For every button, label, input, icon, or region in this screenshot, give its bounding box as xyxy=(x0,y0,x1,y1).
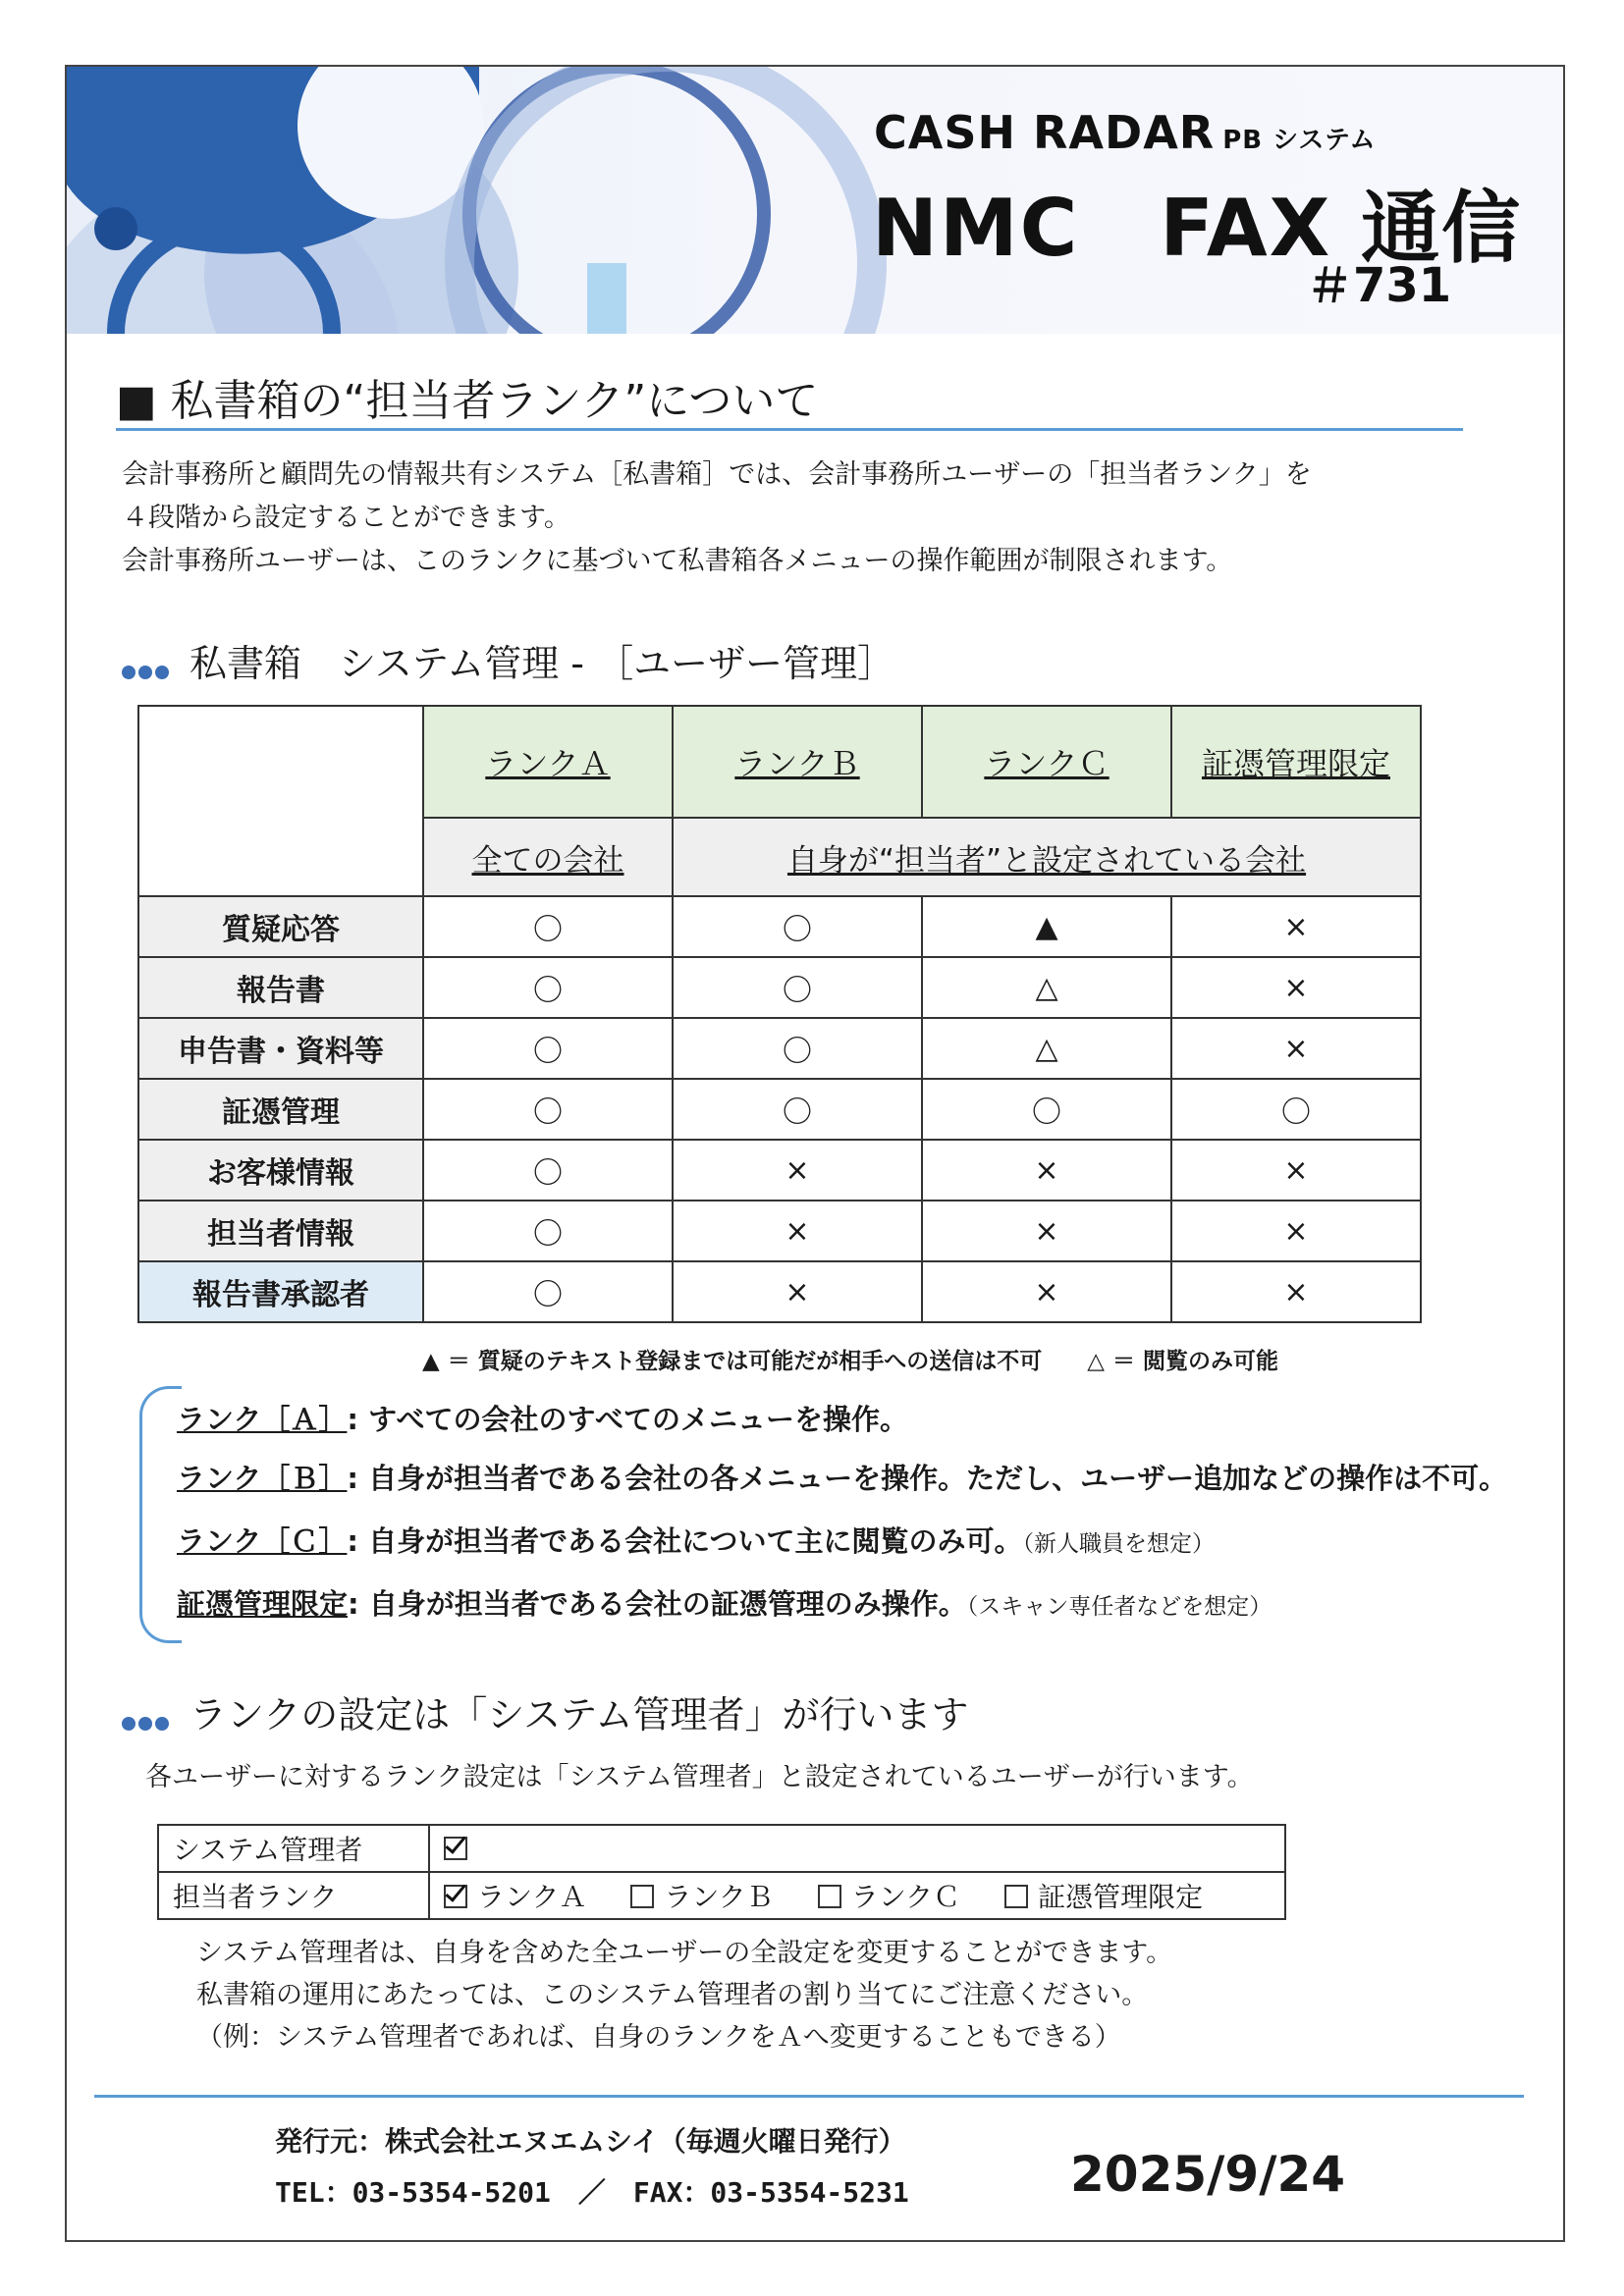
header-rank-c: ランクＣ xyxy=(922,706,1171,818)
table-cell: × xyxy=(1171,1201,1421,1261)
issue-number: ＃731 xyxy=(1306,258,1452,313)
admin-label: システム管理者 xyxy=(158,1825,429,1872)
section1-title: ■ 私書箱の“担当者ランク”について xyxy=(116,376,819,426)
settings-cell: ランクＡ ランクＢ ランクＣ 証憑管理限定 xyxy=(429,1872,1285,1919)
section1-rule xyxy=(116,428,1463,431)
table-cell: × xyxy=(922,1140,1171,1201)
description-bracket xyxy=(139,1386,182,1643)
table-cell: 担当者情報 xyxy=(138,1201,423,1261)
table-cell: × xyxy=(673,1201,922,1261)
table-cell: × xyxy=(1171,1140,1421,1201)
table-cell: 〇 xyxy=(423,1140,673,1201)
rank-settings-table xyxy=(157,1824,1286,1920)
scope-all: 全ての会社 xyxy=(423,818,673,896)
table-cell: × xyxy=(922,1261,1171,1322)
banner-dot xyxy=(94,207,137,250)
table-cell: 〇 xyxy=(673,1079,922,1140)
table-cell: ▲ xyxy=(922,896,1171,957)
table-cell: × xyxy=(673,1261,922,1322)
rank-a-checkbox[interactable] xyxy=(444,1885,467,1908)
table-cell: × xyxy=(1171,1018,1421,1079)
footer-rule xyxy=(94,2095,1524,2098)
table-cell: × xyxy=(673,1140,922,1201)
table-cell: 〇 xyxy=(423,1261,673,1322)
table-row xyxy=(138,896,1421,957)
desc-rank-a: ランク［Ａ］: すべての会社のすべてのメニューを操作。 xyxy=(177,1403,908,1436)
section3-title: ランクの設定は「システム管理者」が行います xyxy=(122,1684,968,1739)
table-cell: 〇 xyxy=(673,896,922,957)
table-cell: × xyxy=(1171,957,1421,1018)
table-cell: 〇 xyxy=(423,1079,673,1140)
table-cell: 〇 xyxy=(423,1201,673,1261)
table-row xyxy=(138,1261,1421,1322)
section3-notes: システム管理者は、自身を含めた全ユーザーの全設定を変更することができます。 私書箱の運用にあたっては、このシステム管理者の割り当てにご注意ください。 （例：システム管理者であれば、自身のランクをＡへ変更することもできる） xyxy=(196,1938,1173,2053)
table-row xyxy=(138,1201,1421,1261)
banner-bar xyxy=(587,263,626,334)
voucher-only-checkbox[interactable] xyxy=(1004,1885,1028,1908)
table-corner xyxy=(138,706,423,896)
table-cell: 証憑管理 xyxy=(138,1079,423,1140)
table-cell: 〇 xyxy=(1171,1079,1421,1140)
table-cell: 報告書承認者 xyxy=(138,1261,423,1322)
rank-c-checkbox[interactable] xyxy=(818,1885,841,1908)
table-cell: 〇 xyxy=(673,1018,922,1079)
table-cell: 〇 xyxy=(423,957,673,1018)
table-cell: △ xyxy=(922,957,1171,1018)
settings-cell xyxy=(429,1825,1285,1872)
header-rank-b: ランクＢ xyxy=(673,706,922,818)
bullet-dots-icon xyxy=(122,1696,172,1739)
newsletter-title: NMC FAX 通信 xyxy=(872,183,1523,274)
header-rank-a: ランクＡ xyxy=(423,706,673,818)
section2-title: 私書箱 システム管理 - ［ユーザー管理］ xyxy=(122,633,894,688)
table-cell: 報告書 xyxy=(138,957,423,1018)
table-cell: 〇 xyxy=(423,1018,673,1079)
table-cell: 申告書・資料等 xyxy=(138,1018,423,1079)
table-cell: 〇 xyxy=(922,1079,1171,1140)
desc-rank-c: ランク［Ｃ］: 自身が担当者である会社について主に閲覧のみ可。（新人職員を想定） xyxy=(177,1524,1216,1558)
brand-name: CASH RADAR PB システム xyxy=(874,106,1377,159)
rank-label: 担当者ランク xyxy=(158,1872,429,1919)
section3-intro: 各ユーザーに対するランク設定は「システム管理者」と設定されているユーザーが行います。 xyxy=(145,1762,1254,1792)
table-cell: お客様情報 xyxy=(138,1140,423,1201)
contact-numbers: TEL：03-5354-5201 ／ FAX：03-5354-5231 xyxy=(275,2176,909,2209)
table-cell: 〇 xyxy=(673,957,922,1018)
table-cell: 〇 xyxy=(423,896,673,957)
table-row xyxy=(138,957,1421,1018)
bullet-dots-icon xyxy=(122,645,172,688)
table-cell: × xyxy=(1171,896,1421,957)
table-row xyxy=(138,1140,1421,1201)
rank-table xyxy=(137,705,1422,1323)
admin-checkbox[interactable] xyxy=(444,1837,467,1860)
table-cell: △ xyxy=(922,1018,1171,1079)
table-row xyxy=(138,1018,1421,1079)
publisher: 発行元：株式会社エヌエムシイ（毎週火曜日発行） xyxy=(275,2125,906,2158)
desc-rank-b: ランク［Ｂ］: 自身が担当者である会社の各メニューを操作。ただし、ユーザー追加などの操作は不可。 xyxy=(177,1462,1508,1495)
table-cell: 質疑応答 xyxy=(138,896,423,957)
table-cell: × xyxy=(1171,1261,1421,1322)
issue-date: 2025/9/24 xyxy=(1070,2146,1346,2203)
banner-ring-2 xyxy=(460,67,872,334)
table-row xyxy=(138,1079,1421,1140)
table-cell: × xyxy=(922,1201,1171,1261)
desc-voucher-only: 証憑管理限定: 自身が担当者である会社の証憑管理のみ操作。（スキャン専任者などを想定） xyxy=(177,1587,1272,1621)
section1-intro: 会計事務所と顧問先の情報共有システム［私書箱］では、会計事務所ユーザーの「担当者ランク」を ４段階から設定することができます。 会計事務所ユーザーは、このランクに基づいて私書箱各メニューの操作範囲が制限されます。 xyxy=(122,459,1312,576)
header-voucher-only: 証憑管理限定 xyxy=(1171,706,1421,818)
table-legend: ▲ ＝ 質疑のテキスト登録までは可能だが相手への送信は不可 △ ＝ 閲覧のみ可能 xyxy=(422,1349,1278,1374)
scope-assigned: 自身が“担当者”と設定されている会社 xyxy=(673,818,1421,896)
rank-b-checkbox[interactable] xyxy=(630,1885,654,1908)
